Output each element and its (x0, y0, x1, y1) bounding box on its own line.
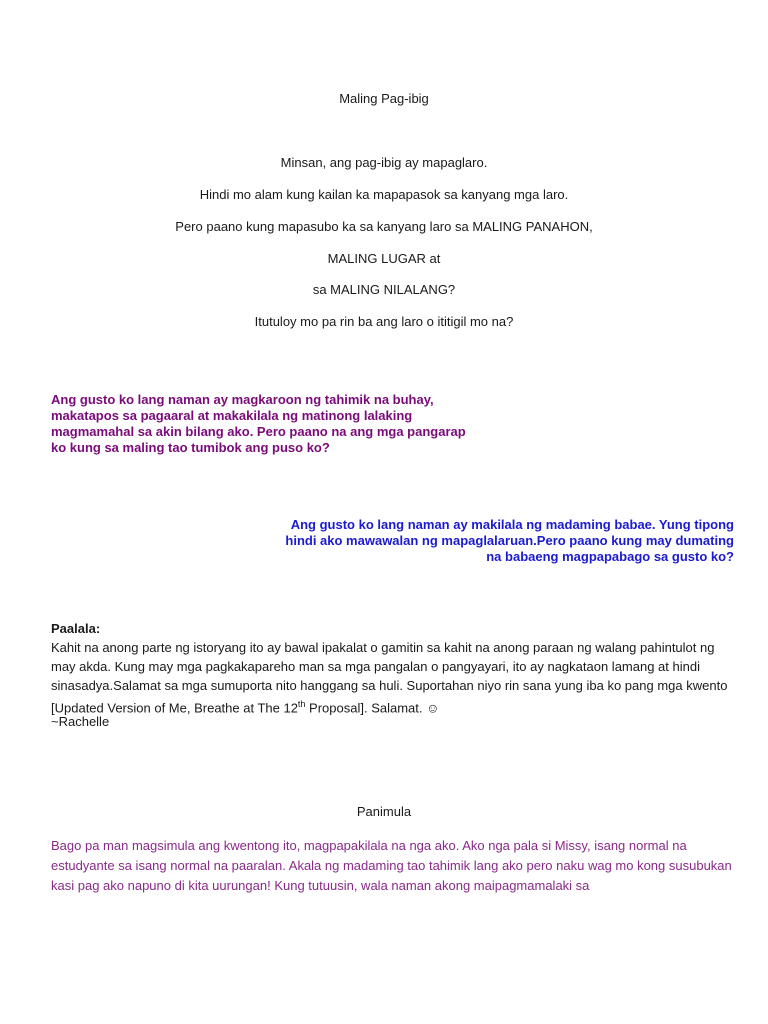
story-title: Maling Pag-ibig (339, 91, 429, 106)
poem-line-4: MALING LUGAR at (327, 251, 441, 266)
note-heading: Paalala: (51, 621, 101, 636)
note-superscript: th (297, 699, 306, 709)
author-signoff: ~Rachelle (51, 714, 110, 729)
poem-line-1: Minsan, ang pag-ibig ay mapaglaro. (280, 155, 488, 170)
hero-quote: Ang gusto ko lang naman ay makilala ng madaming babae. Yung tipong hindi ako mawawalan ng mapaglalaruan.Pero paano kung may dumating na babaeng magpapabago sa gusto ko? (285, 517, 734, 564)
note-text-end: Proposal]. Salamat. ☺ (305, 700, 440, 716)
note-text: Kahit na anong parte ng istoryang ito ay bawal ipakalat o gamitin sa kahit na anong paraan ng walang pahintulot ng may akda. Kung may mga pagkakapareho man sa mga pangalan o pangyayari, ito ay nagkataon lamang at hindi sinasadya.Salamat sa mga sumuporta nito hanggang sa huli. Suportahan niyo rin sana yung iba ko pang mga kwento [Updated Version of Me, Breathe at The 12 (51, 640, 728, 716)
section-title: Panimula (356, 804, 412, 819)
section-body: Bago pa man magsimula ang kwentong ito, magpapakilala na nga ako. Ako nga pala si Missy, isang normal na estudyante sa isang normal na paaralan. Akala ng madaming tao tahimik lang ako pero naku wag mo kong susubukan kasi pag ako napuno di kita uurungan! Kung tutuusin, wala naman akong maipagmamalaki sa (51, 838, 732, 893)
heroine-quote: Ang gusto ko lang naman ay magkaroon ng tahimik na buhay, makatapos sa pagaaral at makakilala ng matinong lalaking magmamahal sa akin bilang ako. Pero paano na ang mga pangarap ko kung sa maling tao tumibok ang puso ko? (51, 392, 466, 455)
poem-line-3: Pero paano kung mapasubo ka sa kanyang laro sa MALING PANAHON, (175, 219, 593, 234)
poem-line-6: Itutuloy mo pa rin ba ang laro o ititigil mo na? (254, 314, 514, 329)
poem-line-5: sa MALING NILALANG? (312, 282, 456, 297)
poem-line-2: Hindi mo alam kung kailan ka mapapasok sa kanyang mga laro. (199, 187, 569, 202)
note-body (51, 638, 741, 717)
